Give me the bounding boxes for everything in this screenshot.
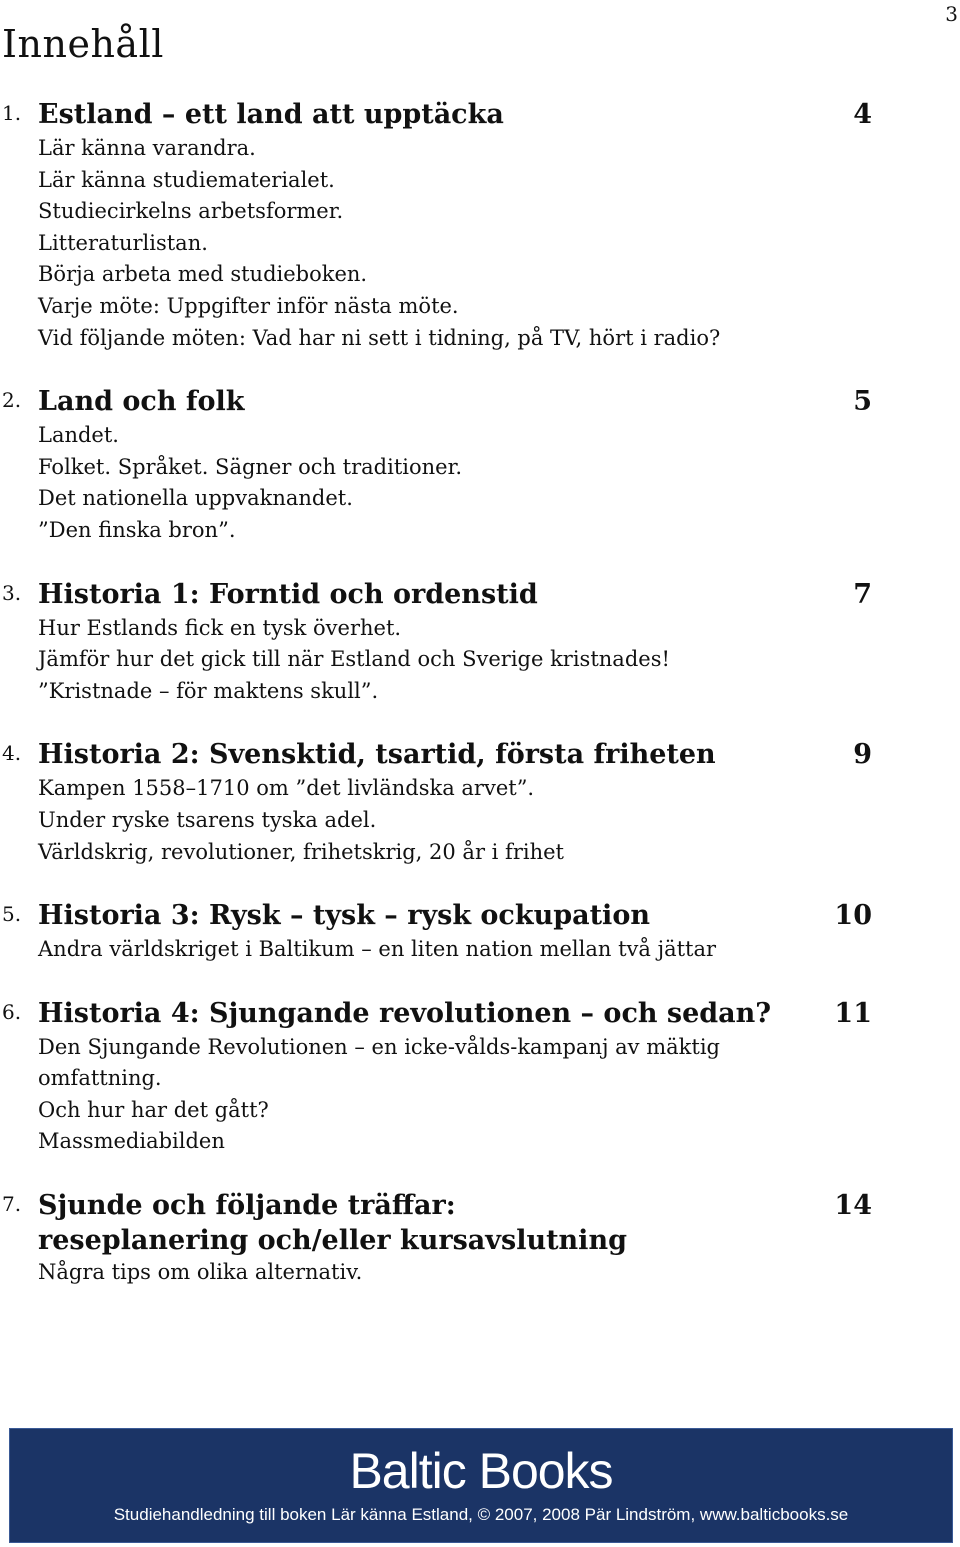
table-of-contents <box>0 97 960 1319</box>
chapter-subitem: Jämför hur det gick till när Estland och Sverige kristnades! <box>38 647 670 672</box>
chapter-heading[interactable] <box>0 898 960 934</box>
chapter-page-number: 7 <box>853 578 872 610</box>
chapter-subitem: Under ryske tsarens tyska adel. <box>38 807 377 832</box>
chapter-subitem: Börja arbeta med studieboken. <box>38 262 368 287</box>
toc-chapter-1 <box>0 97 960 354</box>
chapter-number: 3. <box>2 580 22 605</box>
page-title: Innehåll <box>2 22 164 66</box>
chapter-page-number: 9 <box>853 739 872 771</box>
chapter-subitem: Studiecirkelns arbetsformer. <box>38 199 344 224</box>
chapter-subitem: Andra världskriget i Baltikum – en liten nation mellan två jättar <box>38 937 717 962</box>
toc-chapter-2 <box>0 384 960 546</box>
chapter-subitem: Lär känna varandra. <box>38 136 256 160</box>
chapter-subitem: ”Den finska bron”. <box>38 517 236 542</box>
toc-chapter-4 <box>0 737 960 868</box>
toc-chapter-6 <box>0 996 960 1158</box>
chapter-subitem: Landet. <box>38 423 119 448</box>
chapter-subitem: ”Kristnade – för maktens skull”. <box>38 678 379 703</box>
chapter-number: 1. <box>2 101 22 125</box>
chapter-title: Estland – ett land att upptäcka <box>38 99 504 130</box>
chapter-title: Land och folk <box>38 386 245 418</box>
chapter-number: 5. <box>2 902 22 927</box>
chapter-heading[interactable] <box>0 384 960 420</box>
chapter-subitem: Och hur har det gått? <box>38 1097 269 1122</box>
chapter-heading[interactable] <box>0 996 960 1032</box>
chapter-subitem: Hur Estlands fick en tysk överhet. <box>38 615 402 640</box>
page-number: 3 <box>945 2 958 26</box>
chapter-heading[interactable] <box>0 1188 960 1224</box>
chapter-title: Historia 2: Svensktid, tsartid, första friheten <box>38 739 716 771</box>
footer-banner <box>9 1428 953 1543</box>
chapter-page-number: 10 <box>834 900 872 932</box>
chapter-subitem: omfattning. <box>38 1066 162 1091</box>
chapter-heading[interactable] <box>0 97 960 133</box>
chapter-number: 7. <box>2 1192 22 1217</box>
chapter-subitem: Varje möte: Uppgifter inför nästa möte. <box>38 293 459 318</box>
chapter-title: Historia 3: Rysk – tysk – rysk ockupation <box>38 900 650 932</box>
chapter-page-number: 4 <box>853 99 872 130</box>
chapter-heading[interactable] <box>0 737 960 773</box>
chapter-subitem: Folket. Språket. Sägner och traditioner. <box>38 454 462 479</box>
chapter-heading[interactable] <box>0 577 960 613</box>
chapter-subitem: Massmediabilden <box>38 1129 225 1154</box>
chapter-title: Historia 4: Sjungande revolutionen – och sedan? <box>38 997 772 1029</box>
chapter-subitem: Några tips om olika alternativ. <box>38 1260 363 1285</box>
chapter-subitem: Lär känna studiematerialet. <box>38 167 335 192</box>
chapter-subitem: Kampen 1558–1710 om ”det livländska arvet”. <box>38 776 535 801</box>
chapter-subitem: Den Sjungande Revolutionen – en icke-vålds-kampanj av mäktig <box>38 1034 720 1059</box>
chapter-title: Historia 1: Forntid och ordenstid <box>38 578 538 610</box>
footer-credit: Studiehandledning till boken Lär känna Estland, © 2007, 2008 Pär Lindström, www.balticbooks.se <box>113 1505 849 1524</box>
chapter-page-number: 5 <box>853 386 872 418</box>
chapter-page-number: 11 <box>834 997 872 1029</box>
chapter-title-continued: reseplanering och/eller kursavslutning <box>38 1225 627 1257</box>
chapter-number: 4. <box>2 741 22 766</box>
brand-logo: Baltic Books <box>349 1443 613 1499</box>
chapter-number: 6. <box>2 999 22 1024</box>
chapter-title: Sjunde och följande träffar: <box>38 1190 456 1222</box>
toc-chapter-7 <box>0 1188 960 1289</box>
toc-chapter-3 <box>0 577 960 708</box>
chapter-subitem: Litteraturlistan. <box>38 230 208 255</box>
chapter-subitem: Världskrig, revolutioner, frihetskrig, 20 år i frihet <box>38 839 564 864</box>
chapter-subitem: Vid följande möten: Vad har ni sett i tidning, på TV, hört i radio? <box>38 325 721 350</box>
chapter-subitem: Det nationella uppvaknandet. <box>38 486 353 511</box>
toc-chapter-5 <box>0 898 960 966</box>
chapter-number: 2. <box>2 388 22 413</box>
chapter-page-number: 14 <box>834 1190 872 1222</box>
